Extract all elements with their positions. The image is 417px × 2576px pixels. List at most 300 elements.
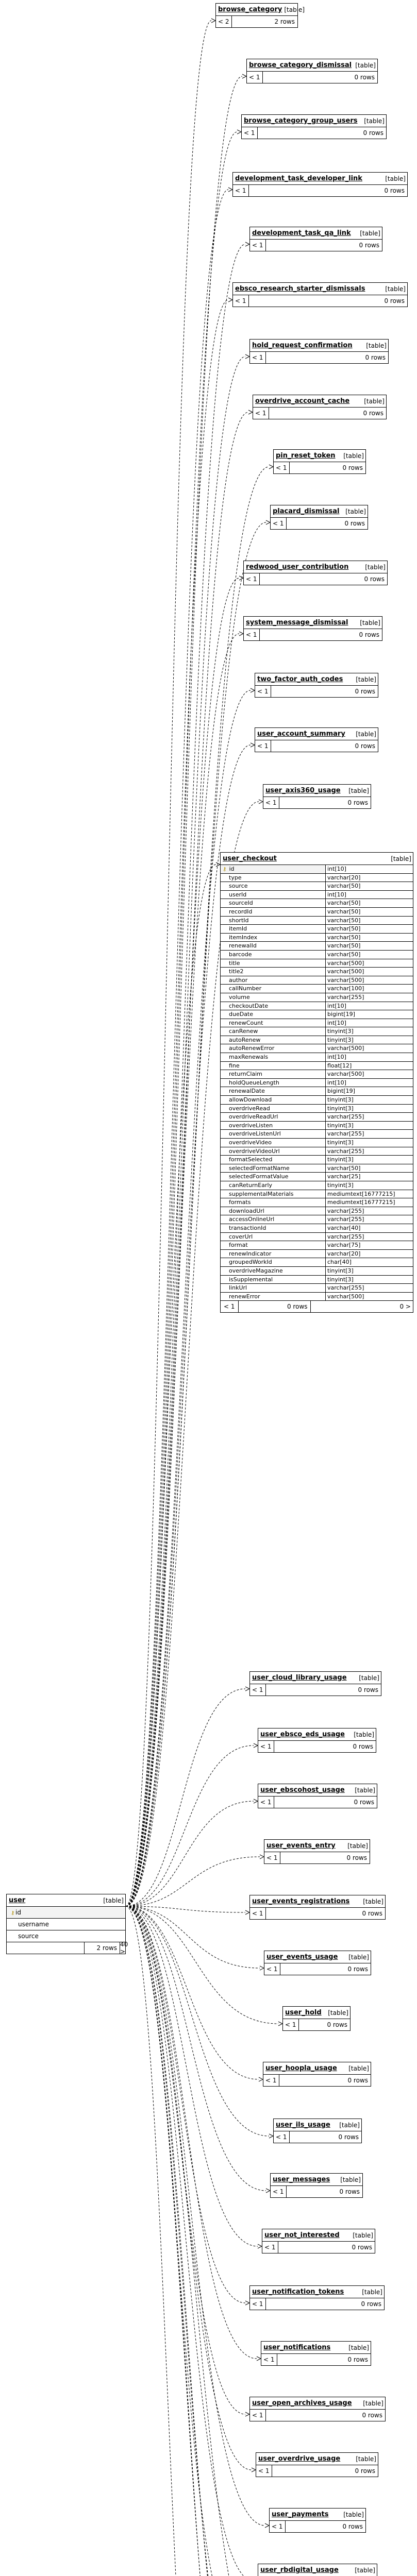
- table-user-account-summary[interactable]: [255, 727, 378, 752]
- column-name: formats: [221, 1198, 326, 1207]
- table-name[interactable]: user_ebscohost_usage: [260, 1786, 345, 1794]
- column-row: [221, 1258, 413, 1267]
- table-header: [263, 2062, 371, 2075]
- column-name: format: [221, 1241, 326, 1249]
- column-type: varchar[255]: [327, 1113, 364, 1121]
- column-name: recordId: [221, 908, 326, 916]
- table-tag: [table]: [366, 342, 387, 349]
- table-tag: [table]: [343, 452, 364, 460]
- footer-parents: < 1: [262, 2242, 278, 2253]
- column-name: title: [221, 959, 326, 968]
- table-user-payments[interactable]: [269, 2508, 366, 2533]
- column-name: type: [221, 874, 326, 882]
- table-name[interactable]: ebsco_research_starter_dismissals: [235, 285, 365, 293]
- column-row: [221, 1293, 413, 1301]
- table-name[interactable]: two_factor_auth_codes: [257, 675, 343, 683]
- table-tag: [table]: [343, 2511, 364, 2518]
- column-type: int[10]: [327, 1079, 346, 1086]
- table-header: [242, 115, 386, 127]
- column-name: title2: [221, 968, 326, 976]
- column-type: varchar[100]: [327, 985, 364, 992]
- column-row: [221, 1207, 413, 1216]
- table-tag: [table]: [348, 2064, 369, 2072]
- column-name: itemId: [221, 925, 326, 933]
- edge-arrow: [266, 520, 270, 524]
- table-tag: [table]: [340, 2176, 361, 2183]
- edge-arrow: [245, 354, 249, 359]
- table-placard-dismissal[interactable]: [270, 505, 368, 530]
- table-footer: [271, 518, 368, 529]
- footer-parents: < 1: [233, 185, 249, 196]
- table-footer: [244, 573, 387, 585]
- column-type: varchar[255]: [327, 1130, 364, 1138]
- table-user-notification-tokens[interactable]: [249, 2285, 385, 2310]
- table-name[interactable]: development_task_developer_link: [235, 175, 362, 182]
- table-header: [250, 2286, 384, 2298]
- table-name[interactable]: user_events_usage: [266, 1953, 338, 1961]
- row-count: 0 rows: [239, 1301, 311, 1312]
- column-type: varchar[500]: [327, 959, 364, 967]
- column-name: overdriveListen: [221, 1122, 326, 1130]
- table-name[interactable]: overdrive_account_cache: [255, 397, 350, 405]
- column-row: [221, 993, 413, 1002]
- row-count: 0 rows: [342, 464, 363, 471]
- column-type: varchar[50]: [327, 951, 361, 958]
- table-user[interactable]: [6, 1894, 126, 1954]
- table-header: [233, 173, 407, 185]
- column-row: [221, 1122, 413, 1130]
- table-name[interactable]: user_events_registrations: [252, 1897, 350, 1905]
- table-footer: [283, 2019, 350, 2030]
- table-user-hoopla-usage[interactable]: [263, 2062, 371, 2087]
- table-header: [255, 728, 378, 740]
- table-redwood-user-contribution[interactable]: [243, 561, 388, 585]
- column-row: [221, 1181, 413, 1190]
- table-header: [258, 2564, 377, 2576]
- table-browse-category[interactable]: [215, 3, 305, 28]
- edge-user_reading_history_work: [126, 1906, 239, 2576]
- table-pin-reset-token[interactable]: [273, 449, 366, 474]
- row-count: 0 rows: [355, 688, 375, 695]
- column-type: varchar[50]: [327, 883, 361, 890]
- column-type: tinyint[3]: [327, 1156, 354, 1163]
- table-name[interactable]: pin_reset_token: [276, 452, 336, 460]
- footer-parents: < 1: [258, 1741, 274, 1752]
- table-tag: [table]: [355, 1786, 375, 1794]
- table-footer: [261, 2354, 371, 2365]
- table-name[interactable]: user_cloud_library_usage: [252, 1674, 347, 1682]
- edge-arrow: [239, 632, 243, 636]
- column-type: tinyint[3]: [327, 1139, 354, 1146]
- table-name[interactable]: placard_dismissal: [273, 507, 340, 515]
- table-name[interactable]: user_checkout: [223, 855, 277, 862]
- column-type: varchar[500]: [327, 1293, 364, 1300]
- table-name[interactable]: user: [9, 1896, 26, 1904]
- table-user-ils-usage[interactable]: [273, 2119, 362, 2143]
- column-type: int[10]: [327, 891, 346, 898]
- table-footer: [250, 2298, 384, 2310]
- footer-parents: < 1: [264, 1963, 280, 1975]
- footer-parents: < 1: [274, 462, 290, 473]
- table-user-hold[interactable]: [282, 2006, 351, 2031]
- column-row: [221, 917, 413, 925]
- table-footer: [264, 1963, 371, 1975]
- table-header: [264, 1951, 371, 1963]
- table-tag: [table]: [328, 2009, 348, 2016]
- table-header: [258, 1728, 376, 1741]
- edge-arrow: [242, 74, 246, 78]
- edge-user_not_interested: [126, 1906, 258, 2246]
- table-tag: [table]: [362, 2288, 382, 2296]
- table-header: [271, 505, 368, 518]
- column-type: varchar[50]: [327, 934, 361, 941]
- table-hold-request-confirmation[interactable]: [249, 339, 389, 364]
- table-tag: [table]: [359, 1674, 379, 1682]
- row-count: 0 rows: [363, 410, 383, 417]
- table-user-events-usage[interactable]: [264, 1951, 371, 1975]
- table-name[interactable]: user_account_summary: [257, 730, 345, 738]
- column-row: [221, 1079, 413, 1088]
- table-header: [233, 283, 407, 295]
- edge-user_notifications: [126, 1906, 257, 2359]
- table-browse-category-group-users[interactable]: [241, 114, 387, 139]
- row-count: 0 rows: [359, 242, 379, 249]
- column-row: [221, 899, 413, 908]
- column-name: fine: [221, 1062, 326, 1070]
- column-name: selectedFormatName: [221, 1164, 326, 1173]
- table-name[interactable]: system_message_dismissal: [246, 619, 348, 626]
- footer-parents: < 1: [233, 295, 249, 307]
- row-count: 0 rows: [353, 1743, 373, 1750]
- edge-arrow: [251, 743, 255, 747]
- table-name[interactable]: user_rbdigital_usage: [260, 2566, 339, 2574]
- edge-arrow: [248, 410, 253, 414]
- table-footer: [256, 2465, 378, 2477]
- table-footer: [262, 2242, 375, 2253]
- table-name[interactable]: user_open_archives_usage: [252, 2399, 352, 2407]
- column-name: renewalDate: [221, 1087, 326, 1095]
- table-user-ebsco-eds-usage[interactable]: [258, 1728, 376, 1753]
- footer-parents: < 1: [283, 2019, 299, 2030]
- edge-arrow: [269, 2134, 273, 2138]
- column-type: varchar[50]: [327, 925, 361, 933]
- column-type: varchar[75]: [327, 1242, 361, 1249]
- table-user-cloud-library-usage[interactable]: [249, 1671, 381, 1696]
- edge-arrow: [252, 2468, 256, 2472]
- table-tag: [table]: [348, 2344, 369, 2351]
- column-name: overdriveRead: [221, 1105, 326, 1113]
- column-type: tinyint[3]: [327, 1267, 354, 1274]
- column-row: [221, 942, 413, 951]
- table-footer: [250, 2410, 385, 2421]
- column-name: canReturnEarly: [221, 1181, 326, 1190]
- table-tag: [table]: [348, 787, 369, 794]
- edge-arrow: [259, 2077, 263, 2081]
- column-type: varchar[50]: [327, 942, 361, 950]
- column-row: [221, 1147, 413, 1156]
- table-name[interactable]: user_ebsco_eds_usage: [260, 1731, 345, 1738]
- table-user-events-entry[interactable]: [264, 1839, 370, 1864]
- table-tag: [table]: [284, 6, 305, 13]
- table-name[interactable]: user_hold: [285, 2009, 322, 2016]
- table-tag: [table]: [354, 1731, 374, 1738]
- table-development-task-developer-link[interactable]: [232, 172, 408, 197]
- column-type: varchar[500]: [327, 1071, 364, 1078]
- table-name[interactable]: browse_category_group_users: [244, 117, 358, 125]
- footer-parents: < 1: [255, 686, 271, 697]
- row-count: 0 rows: [362, 2412, 382, 2419]
- table-footer: [258, 1797, 377, 1808]
- column-type: varchar[50]: [327, 1164, 361, 1172]
- column-type: tinyint[3]: [327, 1276, 354, 1283]
- table-header: [7, 1894, 125, 1907]
- edge-user_events_usage: [126, 1906, 260, 1968]
- table-name[interactable]: user_axis360_usage: [265, 787, 341, 794]
- table-development-task-qa-link[interactable]: [249, 227, 382, 251]
- table-footer: [250, 1908, 385, 1919]
- footer-parents: < 2: [216, 16, 232, 27]
- table-header: [250, 340, 388, 352]
- table-name[interactable]: redwood_user_contribution: [246, 563, 349, 571]
- table-header: [262, 2229, 375, 2242]
- edge-arrow: [245, 1687, 249, 1691]
- table-ebsco-research-starter-dismissals[interactable]: [232, 282, 408, 307]
- table-footer: [271, 2186, 362, 2197]
- table-name[interactable]: browse_category: [218, 6, 282, 13]
- table-user-notifications[interactable]: [261, 2341, 371, 2366]
- table-tag: [table]: [363, 1897, 383, 1905]
- column-type: char[40]: [327, 1259, 352, 1266]
- table-two-factor-auth-codes[interactable]: [255, 673, 378, 698]
- column-row: [221, 882, 413, 891]
- table-name[interactable]: hold_request_confirmation: [252, 342, 353, 349]
- column-type: varchar[20]: [327, 874, 361, 881]
- edge-arrow: [228, 298, 232, 302]
- table-user-events-registrations[interactable]: [249, 1895, 386, 1920]
- row-count: 0 rows: [354, 1799, 374, 1806]
- table-header: [258, 1784, 377, 1797]
- row-count: 0 rows: [355, 742, 375, 750]
- column-name: overdriveVideo: [221, 1139, 326, 1147]
- column-row: [221, 951, 413, 959]
- footer-parents: < 1: [253, 408, 269, 419]
- column-name: checkoutDate: [221, 1002, 326, 1010]
- table-system-message-dismissal[interactable]: [243, 616, 382, 641]
- table-tag: [table]: [391, 855, 411, 862]
- table-browse-category-dismissal[interactable]: [246, 59, 378, 83]
- table-header: [250, 2397, 385, 2410]
- table-user-ebscohost-usage[interactable]: [258, 1784, 377, 1808]
- column-row-pk: [7, 1907, 125, 1919]
- edge-arrow: [260, 1855, 264, 1859]
- table-tag: [table]: [103, 1896, 124, 1904]
- footer-parents: < 1: [264, 1852, 280, 1863]
- column-row: [221, 1233, 413, 1242]
- table-user-overdrive-usage[interactable]: [256, 2452, 378, 2477]
- edge-arrow: [245, 1910, 249, 1914]
- edge-arrow: [228, 188, 232, 192]
- column-row-pk: [221, 865, 413, 874]
- row-count: 2 rows: [274, 18, 295, 25]
- column-type: varchar[50]: [327, 900, 361, 907]
- edge-user_notification_tokens: [126, 1906, 245, 2303]
- footer-parents: < 1: [250, 1684, 266, 1696]
- edge-arrow: [259, 800, 263, 804]
- table-name[interactable]: user_ils_usage: [276, 2121, 330, 2129]
- edge-user_roles: [126, 1906, 275, 2576]
- column-row: [221, 1105, 413, 1113]
- table-name[interactable]: user_messages: [273, 2176, 330, 2183]
- column-row: [221, 1190, 413, 1199]
- column-row: [221, 1044, 413, 1053]
- footer-parents: < 1: [270, 2521, 286, 2532]
- column-row: [221, 1241, 413, 1250]
- table-footer: [242, 127, 386, 139]
- column-name: callNumber: [221, 985, 326, 993]
- table-header: [247, 59, 377, 72]
- table-header: [261, 2342, 371, 2354]
- table-footer: [255, 686, 378, 697]
- table-tag: [table]: [355, 61, 376, 69]
- table-tag: [table]: [348, 1953, 369, 1961]
- edge-arrow: [239, 576, 243, 580]
- table-tag: [table]: [385, 175, 406, 182]
- column-name: autoRenew: [221, 1036, 326, 1044]
- column-name: coverUrl: [221, 1233, 326, 1241]
- column-row: [221, 1276, 413, 1284]
- table-name[interactable]: user_notification_tokens: [252, 2288, 344, 2296]
- table-footer: [233, 185, 407, 196]
- table-name[interactable]: user_events_entry: [266, 1842, 336, 1850]
- table-overdrive-account-cache[interactable]: [253, 395, 387, 419]
- table-name[interactable]: user_overdrive_usage: [258, 2455, 341, 2463]
- column-row: [221, 908, 413, 917]
- row-count: 0 rows: [355, 2467, 375, 2475]
- table-user-messages[interactable]: [270, 2173, 363, 2198]
- column-name: itemIndex: [221, 934, 326, 942]
- edge-web_builder_custom_from_submission: [126, 1906, 216, 2576]
- column-type: tinyint[3]: [327, 1028, 354, 1035]
- column-name: username: [18, 1921, 49, 1928]
- table-user-not-interested[interactable]: [262, 2229, 375, 2253]
- column-list: [221, 865, 413, 1301]
- column-name: author: [221, 976, 326, 985]
- footer-parents: < 1: [263, 2075, 279, 2086]
- table-tag: [table]: [360, 229, 380, 237]
- edge-arrow: [260, 1966, 264, 1970]
- table-header: [244, 561, 387, 573]
- table-footer: [233, 295, 407, 307]
- footer-parents: < 1: [274, 2131, 290, 2143]
- edge-user_website_usage: [126, 1906, 254, 2576]
- column-type: varchar[20]: [327, 1250, 361, 1257]
- table-user-axis360-usage[interactable]: [263, 784, 371, 809]
- footer-parents: < 1: [250, 352, 266, 363]
- footer-parents: < 1: [247, 72, 263, 83]
- column-name: overdriveVideoUrl: [221, 1147, 326, 1156]
- column-type: varchar[500]: [327, 976, 364, 984]
- edge-browse_category: [126, 21, 211, 1906]
- table-name[interactable]: development_task_qa_link: [252, 229, 351, 237]
- column-row: [221, 1053, 413, 1062]
- column-name: returnClaim: [221, 1070, 326, 1078]
- edge-arrow: [245, 242, 249, 246]
- column-row: [221, 1070, 413, 1079]
- table-name[interactable]: browse_category_dismissal: [249, 61, 352, 69]
- row-count: 0 rows: [347, 1965, 368, 1973]
- column-name: groupedWorkId: [221, 1258, 326, 1266]
- table-name[interactable]: user_not_interested: [264, 2231, 340, 2239]
- column-row: [7, 1919, 125, 1930]
- column-name: barcode: [221, 951, 326, 959]
- column-type: mediumtext[16777215]: [327, 1199, 395, 1206]
- table-footer: [253, 408, 386, 419]
- table-header: [250, 1895, 385, 1908]
- row-count: 0 rows: [384, 297, 405, 304]
- row-count: 0 rows: [352, 2244, 372, 2251]
- column-name: id: [15, 1909, 21, 1916]
- row-count: 0 rows: [339, 2188, 360, 2195]
- column-type: bigint[19]: [327, 1088, 355, 1095]
- column-row: [221, 985, 413, 993]
- edge-arrow: [245, 2301, 249, 2305]
- table-header: [216, 4, 305, 16]
- row-count: 2 rows: [84, 1942, 120, 1954]
- table-name[interactable]: user_payments: [272, 2511, 329, 2518]
- footer-parents: < 1: [258, 1797, 274, 1808]
- edge-development_task_developer_link: [126, 190, 228, 1906]
- column-name: renewalId: [221, 942, 326, 950]
- table-header: [253, 395, 386, 408]
- edge-user_sideload_usage: [126, 1906, 254, 2576]
- table-name[interactable]: user_hoopla_usage: [265, 2064, 337, 2072]
- column-type: tinyint[3]: [327, 1096, 354, 1104]
- primary-key-icon: ⚷: [11, 1910, 15, 1916]
- column-type: varchar[500]: [327, 1045, 364, 1052]
- column-name: holdQueueLength: [221, 1079, 326, 1087]
- table-tag: [table]: [356, 730, 376, 738]
- table-footer: [244, 629, 382, 640]
- table-user-checkout[interactable]: [220, 852, 413, 1313]
- column-type: tinyint[3]: [327, 1036, 354, 1043]
- column-type: int[10]: [327, 1019, 346, 1026]
- table-name[interactable]: user_notifications: [263, 2344, 331, 2351]
- column-row: [221, 1062, 413, 1071]
- column-type: varchar[500]: [327, 968, 364, 975]
- children-count: 40 >: [120, 1941, 128, 1955]
- column-name: ⚷ id: [221, 865, 326, 873]
- column-type: varchar[25]: [327, 1173, 361, 1180]
- column-type: float[12]: [327, 1062, 352, 1069]
- column-row: [221, 874, 413, 883]
- column-row: [221, 1156, 413, 1164]
- table-footer: [263, 797, 371, 808]
- column-row: [221, 1087, 413, 1096]
- row-count: 0 rows: [344, 520, 365, 527]
- table-header: [274, 450, 365, 462]
- column-name: renewCount: [221, 1019, 326, 1027]
- edge-arrow: [278, 2022, 282, 2026]
- table-tag: [table]: [385, 285, 406, 293]
- column-type: int[10]: [327, 866, 346, 872]
- footer-parents: < 1: [221, 1301, 239, 1312]
- column-row: [221, 1250, 413, 1259]
- column-row: [221, 1173, 413, 1181]
- table-tag: [table]: [353, 2231, 373, 2239]
- table-user-rbdigital-usage[interactable]: [258, 2564, 377, 2576]
- table-user-open-archives-usage[interactable]: [249, 2397, 386, 2421]
- column-name: source: [221, 882, 326, 890]
